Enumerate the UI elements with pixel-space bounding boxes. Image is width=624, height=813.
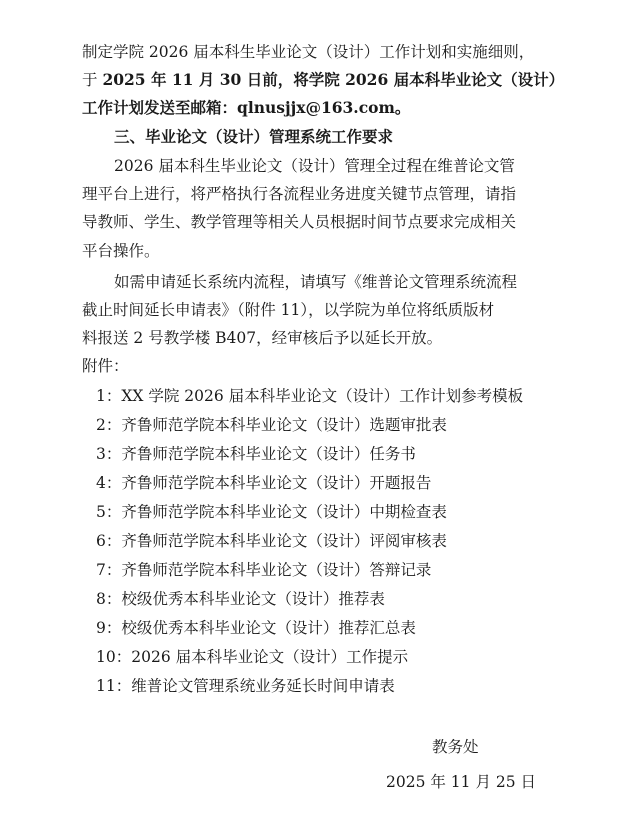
attachment-item-1 [96,386,523,406]
intro-line-3: 工作计划发送至邮箱：qlnusjjx@163.com。 [82,98,411,117]
attachment-text: 齐鲁师范学院本科毕业论文（设计）任务书 [121,445,416,463]
attachment-item-2 [96,415,447,435]
para2-line-3: 料报送 2 号教学楼 B407，经审核后予以延长开放。 [82,329,443,347]
para1-line-3: 导教师、学生、教学管理等相关人员根据时间节点要求完成相关 [82,213,517,231]
intro-line-2-bold: 2025 年 11 月 30 日前，将学院 2026 届本科毕业论文（设计） [102,70,565,89]
para1-line-2: 理平台上进行，将严格执行各流程业务进度关键节点管理，请指 [82,185,517,203]
signature-date: 2025 年 11 月 25 日 [386,773,537,791]
para2-line-2: 截止时间延长申请表》（附件 11），以学院为单位将纸质版材 [82,301,495,319]
attachment-num: 4： [96,474,122,492]
attachment-num: 6： [96,532,122,550]
para1-line-4: 平台操作。 [82,242,160,260]
attachment-item-10 [96,647,408,667]
signature-office: 教务处 [432,738,479,756]
intro-line-2-prefix: 于 [82,71,103,89]
attachment-item-3 [96,444,416,464]
intro-line-1: 制定学院 2026 届本科生毕业论文（设计）工作计划和实施细则， [82,43,535,61]
attachment-num: 8： [96,590,122,608]
attachment-item-6 [96,531,447,551]
attachment-text: 齐鲁师范学院本科毕业论文（设计）中期检查表 [121,503,447,521]
attachment-item-11 [96,676,395,696]
attachment-num: 11： [96,677,132,695]
section-3-heading: 三、毕业论文（设计）管理系统工作要求 [114,127,394,146]
intro-line-2 [82,70,565,90]
attachment-num: 9： [96,619,122,637]
attachment-item-7 [96,560,431,580]
attachments-label: 附件： [82,357,129,375]
attachment-text: XX 学院 2026 届本科毕业论文（设计）工作计划参考模板 [121,387,524,405]
attachment-text: 齐鲁师范学院本科毕业论文（设计）选题审批表 [121,416,447,434]
attachment-text: 齐鲁师范学院本科毕业论文（设计）评阅审核表 [121,532,447,550]
attachment-num: 5： [96,503,122,521]
para1-line-1: 2026 届本科生毕业论文（设计）管理全过程在维普论文管 [114,157,515,175]
attachment-text: 校级优秀本科毕业论文（设计）推荐汇总表 [121,619,416,637]
attachment-item-5 [96,502,447,522]
attachment-num: 2： [96,416,122,434]
attachment-num: 1： [96,387,122,405]
attachment-text: 2026 届本科毕业论文（设计）工作提示 [131,648,409,666]
attachment-num: 10： [96,648,132,666]
attachment-text: 校级优秀本科毕业论文（设计）推荐表 [121,590,385,608]
attachment-text: 维普论文管理系统业务延长时间申请表 [131,677,395,695]
attachment-text: 齐鲁师范学院本科毕业论文（设计）开题报告 [121,474,432,492]
attachment-num: 3： [96,445,122,463]
attachment-num: 7： [96,561,122,579]
attachment-text: 齐鲁师范学院本科毕业论文（设计）答辩记录 [121,561,432,579]
attachment-item-9 [96,618,416,638]
attachment-item-4 [96,473,431,493]
para2-line-1: 如需申请延长系统内流程，请填写《维普论文管理系统流程 [114,273,518,291]
attachment-item-8 [96,589,385,609]
